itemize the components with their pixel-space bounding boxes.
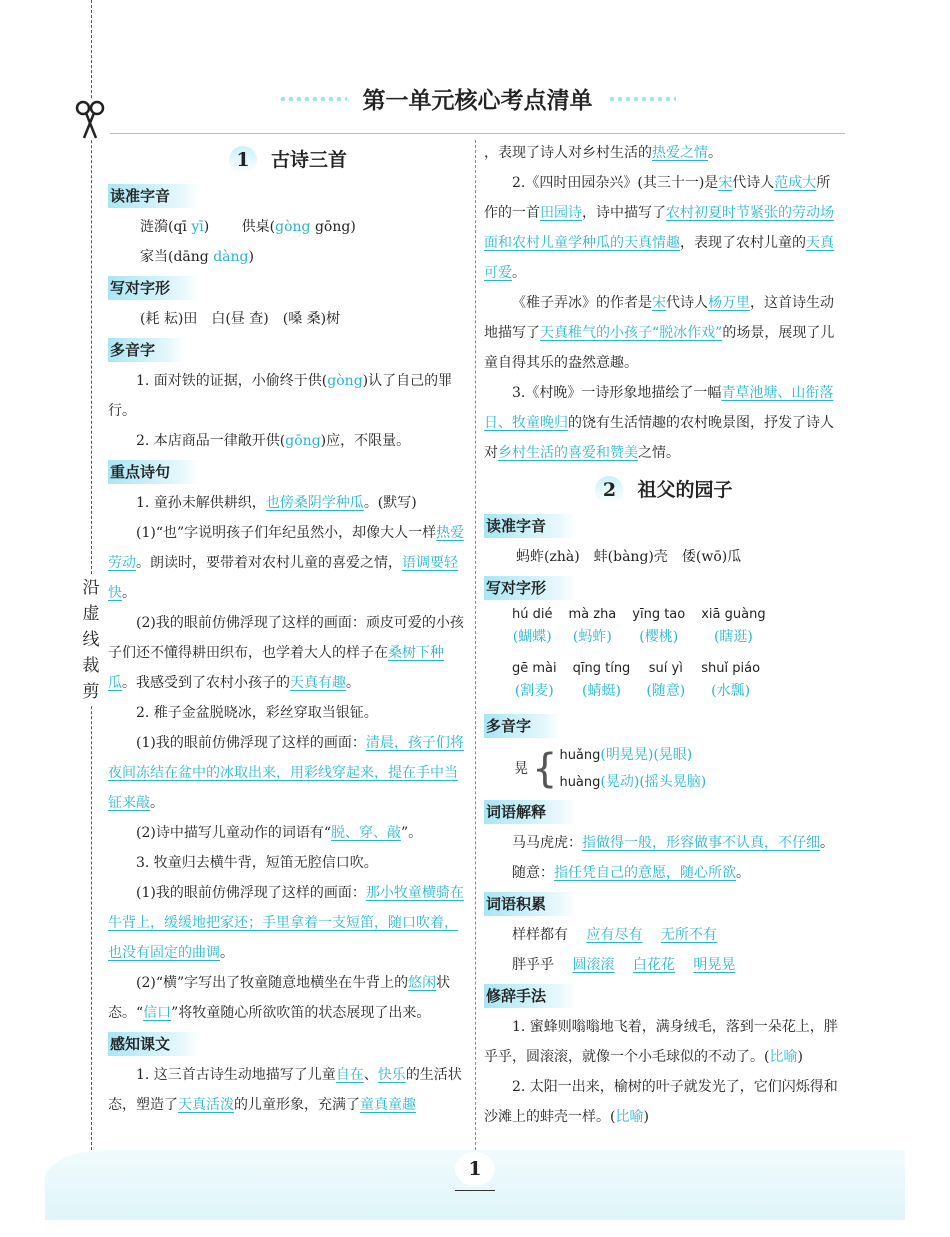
lesson-title: 1 古诗三首	[108, 144, 468, 176]
right-column	[484, 138, 844, 1132]
pronunciation-row: 家当(dāng dàng)	[140, 249, 254, 265]
analysis-item: (1)“也”字说明孩子们年纪虽然小，却像大人一样热爱劳动。朗读时，要带着对农村儿童的喜爱之情，语调要轻快。	[108, 525, 465, 601]
section-heading: 多音字	[484, 714, 561, 738]
rhetoric-item: 2. 太阳一出来，榆树的叶子就发光了，它们闪烁得和沙滩上的蚌壳一样。(比喻)	[484, 1079, 838, 1125]
polyphone-item: 2. 本店商品一律敞开供(gōng)应，不限量。	[136, 433, 411, 449]
polyphone-reading: huàng(晃动)(摇头晃脑)	[559, 774, 707, 790]
pinyin-word: suí yì (随意)	[646, 661, 686, 699]
analysis-item: (1)我的眼前仿佛浮现了这样的画面：那小牧童横骑在牛背上，缓缓地把家还；手里拿着一支短笛，随口吹着，也没有固定的曲调。	[108, 885, 464, 961]
poem-line: 2. 稚子金盆脱晓冰，彩丝穿取当银钲。	[136, 705, 378, 721]
word-definition: 马马虎虎：指做得一般，形容做事不认真，不仔细。	[512, 835, 834, 851]
section-heading: 词语积累	[484, 892, 576, 916]
pinyin-word: yīng tao (樱桃)	[632, 607, 686, 645]
analysis-item: (2)诗中描写儿童动作的词语有“脱、穿、敲”。	[136, 825, 423, 841]
pronunciation-row: 蚂蚱(zhà) 蚌(bàng)壳 倭(wō)瓜	[516, 549, 742, 565]
pinyin-word: xiā guàng (瞎逛)	[701, 607, 766, 645]
pinyin-word: hú dié (蝴蝶)	[512, 607, 553, 645]
word-accumulation: 样样都有 应有尽有 无所不有	[512, 927, 717, 943]
rhetoric-item: 1. 蜜蜂则嗡嗡地飞着，满身绒毛，落到一朵花上，胖乎乎，圆滚滚，就像一个小毛球似的不动了。(比喻)	[484, 1019, 838, 1065]
analysis-item: (2)我的眼前仿佛浮现了这样的画面：顽皮可爱的小孩子们还不懂得耕田织布，也学着大人的样子在桑树下种瓜。我感受到了农村小孩子的天真有趣。	[108, 615, 464, 691]
section-heading: 写对字形	[484, 576, 576, 600]
scissors-icon	[74, 100, 106, 140]
text-summary: 3.《村晚》一诗形象地描绘了一幅青草池塘、山衔落日、牧童晚归的饶有生活情趣的农村晚景图，抒发了诗人对乡村生活的喜爱和赞美之情。	[484, 385, 834, 461]
page-title: 第一单元核心考点清单	[362, 87, 593, 114]
cut-instruction: 沿虚线裁剪	[80, 575, 102, 705]
analysis-item: (1)我的眼前仿佛浮现了这样的画面：清晨，孩子们将夜间冻结在盆中的冰取出来，用彩线穿起来，提在手中当钲来敲。	[108, 735, 464, 811]
text-summary: 2.《四时田园杂兴》(其三十一)是宋代诗人范成大所作的一首田园诗，诗中描写了农村初夏时节紧张的劳动场面和农村儿童学种瓜的天真情趣，表现了农村儿童的天真可爱。	[484, 175, 834, 281]
section-heading: 多音字	[108, 338, 185, 362]
pinyin-word: shuǐ piáo (水瓢)	[701, 661, 761, 699]
section-heading: 修辞手法	[484, 984, 576, 1008]
polyphone-item: 1. 面对铁的证据，小偷终于供(gòng)认了自己的罪行。	[108, 373, 453, 419]
decorative-dots	[279, 96, 347, 102]
polyphone-reading: huǎng(明晃晃)(晃眼)	[559, 747, 693, 763]
pinyin-word-row	[484, 604, 844, 652]
analysis-item: (2)“横”字写出了牧童随意地横坐在牛背上的悠闲状态。“信口”将牧童随心所欲吹笛的状态展现了出来。	[108, 975, 451, 1021]
column-divider	[475, 140, 476, 1150]
section-heading: 写对字形	[108, 276, 200, 300]
left-column	[108, 138, 468, 1120]
pinyin-word: mà zha (蚂蚱)	[568, 607, 617, 645]
section-heading: 感知课文	[108, 1032, 200, 1056]
pinyin-word-row	[484, 658, 844, 706]
decorative-dots	[608, 96, 676, 102]
page-header	[110, 82, 845, 116]
brace-icon: {	[532, 746, 558, 792]
text-summary-cont: ，表现了诗人对乡村生活的热爱之情。	[484, 145, 722, 161]
page-number: 1	[455, 1152, 495, 1186]
section-heading: 读准字音	[108, 184, 200, 208]
header-divider	[110, 133, 845, 134]
page-number-underline	[455, 1190, 495, 1191]
section-heading: 词语解释	[484, 800, 576, 824]
pronunciation-row: 涟漪(qī yī) 供桌(gòng gōng)	[140, 219, 356, 235]
word-accumulation: 胖乎乎 圆滚滚 白花花 明晃晃	[512, 957, 736, 973]
character-form-row: (耗 耘)田 白(昼 查) (嗓 桑)树	[140, 311, 341, 327]
polyphone-group: 晃 { huǎng(明晃晃)(晃眼) huàng(晃动)(摇头晃脑)	[484, 742, 844, 796]
section-heading: 重点诗句	[108, 460, 200, 484]
poem-line: 3. 牧童归去横牛背，短笛无腔信口吹。	[136, 855, 378, 871]
poem-line: 1. 童孙未解供耕织，也傍桑阴学种瓜。(默写)	[136, 495, 417, 511]
text-summary: 《稚子弄冰》的作者是宋代诗人杨万里，这首诗生动地描写了天真稚气的小孩子“脱冰作戏”的场景，展现了儿童自得其乐的盎然意趣。	[484, 295, 835, 371]
pinyin-word: qīng tíng (蜻蜓)	[572, 661, 631, 699]
lesson-title: 2 祖父的园子	[484, 474, 844, 506]
text-summary: 1. 这三首古诗生动地描写了儿童自在、快乐的生活状态，塑造了天真活泼的儿童形象，充满了童真童趣	[108, 1067, 462, 1113]
pinyin-word: gē mài (割麦)	[512, 661, 557, 699]
word-definition: 随意：指任凭自己的意愿，随心所欲。	[512, 865, 750, 881]
section-heading: 读准字音	[484, 514, 576, 538]
